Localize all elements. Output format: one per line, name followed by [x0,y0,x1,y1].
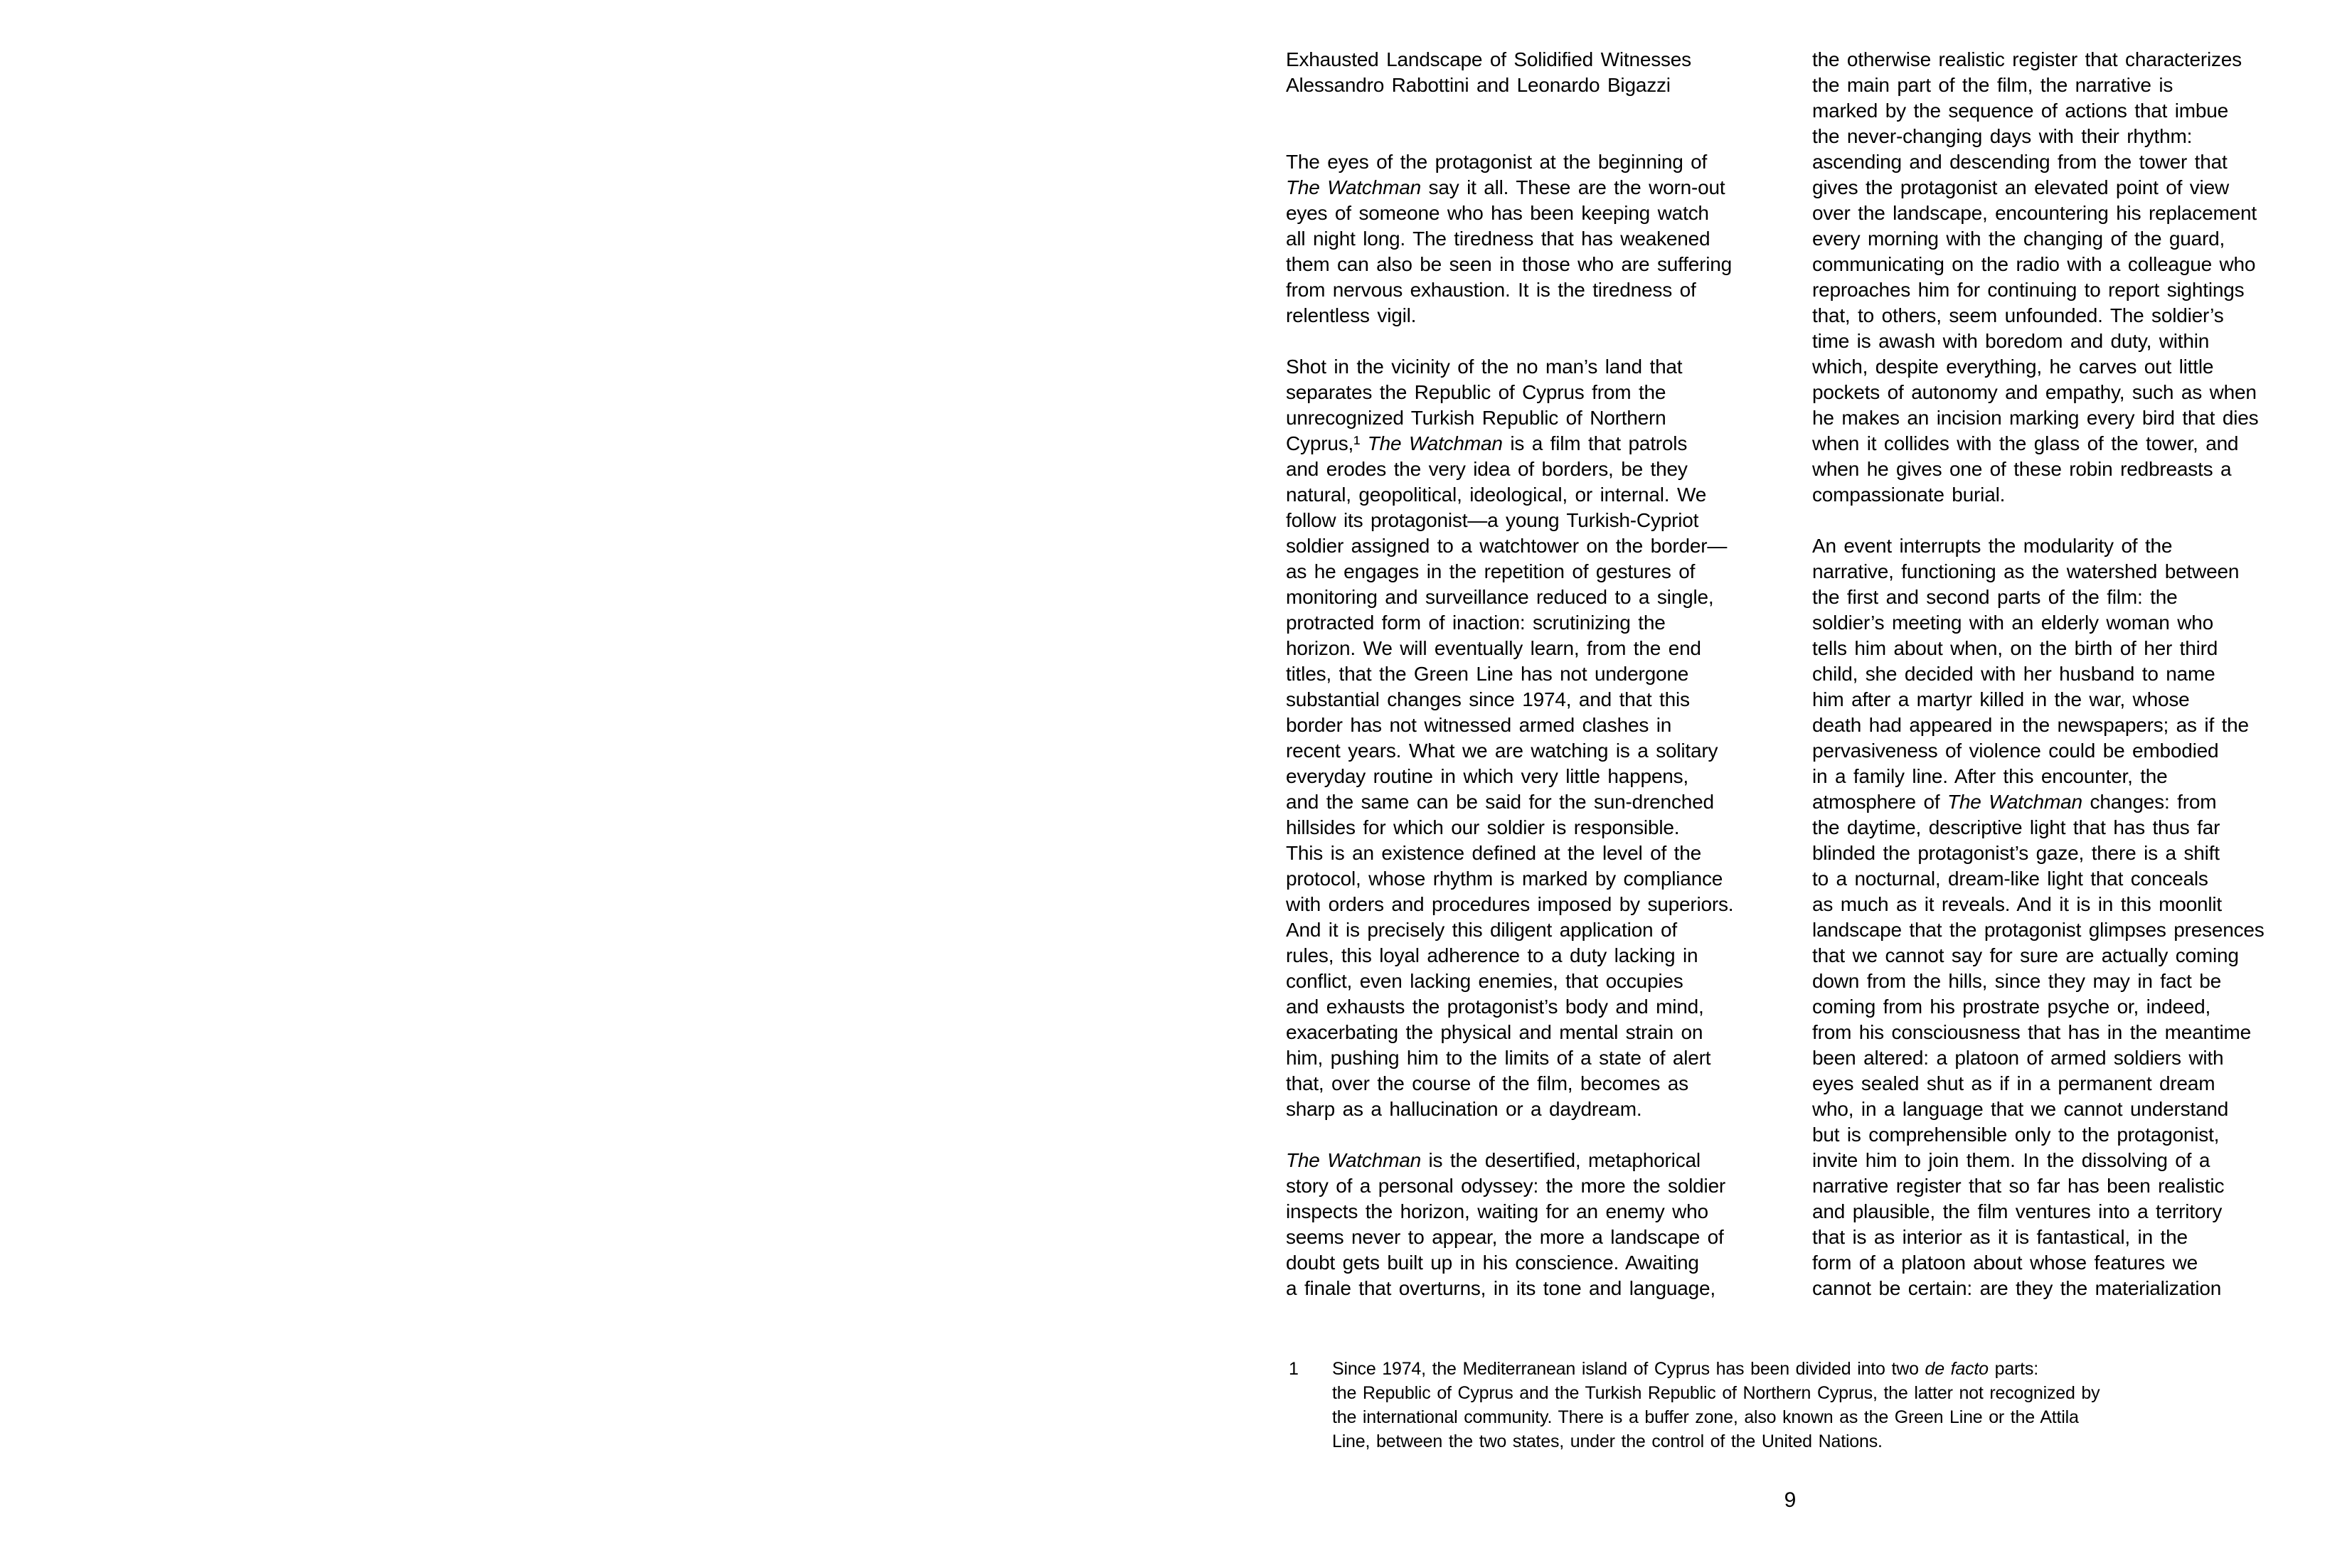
article-authors: Alessandro Rabottini and Leonardo Bigazzi [1286,74,1671,96]
paragraph: The Watchman is the desertified, metaphorical story of a personal odyssey: the more the soldier inspects the horizon, waiting for an enemy who seems never to appear, the more a landscape of doubt gets built up in his conscience. Awaiting a finale that overturns, in its tone and language, [1286,1149,1726,1299]
article-header [1286,47,1784,98]
text-column-right [1812,47,2317,1301]
paragraph: Shot in the vicinity of the no man’s land that separates the Republic of Cyprus from the unrecognized Turkish Republic of Northern Cyprus,¹ The Watchman is a film that patrols and erodes the very idea of borders, be they natural, geopolitical, ideological, or internal. We follow its protagonist—a young Turkish-Cypriot soldier assigned to a watchtower on the border— as he engages in the repetition of gestures of monitoring and surveillance reduced to a single, protracted form of inaction: scrutinizing the horizon. We will eventually learn, from the end titles, that the Green Line has not undergone substantial changes since 1974, and that this border has not witnessed armed clashes in recent years. What we are watching is a solitary everyday routine in which very little happens, and the same can be said for the sun-drenched hillsides for which our soldier is responsible. This is an existence defined at the level of the protocol, whose rhythm is marked by compliance with orders and procedures imposed by superiors. And it is precisely this diligent application of rules, this loyal adherence to a duty lacking in conflict, even lacking enemies, that occupies and exhausts the protagonist’s body and mind, exacerbating the physical and mental strain on him, pushing him to the limits of a state of alert that, over the course of the film, becomes as sharp as a hallucination or a daydream. [1286,356,1734,1120]
text-column-left [1286,47,1784,1301]
footnote-marker: 1 [1289,1359,1299,1379]
page-number: 9 [1784,1488,1797,1512]
article-title: Exhausted Landscape of Solidified Witnesses [1286,48,1691,70]
column-left-paragraphs [1286,149,1784,1301]
footnote [1289,1357,2306,1454]
paragraph: An event interrupts the modularity of the narrative, functioning as the watershed between the first and second parts of the film: the soldier’s meeting with an elderly woman who tells him about when, on the birth of her third child, she decided with her husband to name him after a martyr killed in the war, whose death had appeared in the newspapers; as if the pervasiveness of violence could be embodied in a family line. After this encounter, the atmosphere of The Watchman changes: from the daytime, descriptive light that has thus far blinded the protagonist’s gaze, there is a shift to a nocturnal, dream-like light that conceals as much as it reveals. And it is in this moonlit landscape that the protagonist glimpses presences that we cannot say for sure are actually coming down from the hills, since they may in fact be coming from his prostrate psyche or, indeed, from his consciousness that has in the meantime been altered: a platoon of armed soldiers with eyes sealed shut as if in a permanent dream who, in a language that we cannot understand but is comprehensible only to the protagonist, invite him to join them. In the dissolving of a narrative register that so far has been realistic and plausible, the film ventures into a territory that is as interior as it is fantastical, in the form of a platoon about whose features we cannot be certain: are they the materialization [1812,535,2265,1299]
paragraph: the otherwise realistic register that characterizes the main part of the film, the narrative is marked by the sequence of actions that imbue the never-changing days with their rhythm: ascending and descending from the tower that gives the protagonist an elevated point of view over the landscape, encountering his replacement every morning with the changing of the guard, communicating on the radio with a colleague who reproaches him for continuing to report sightings that, to others, seem unfounded. The soldier’s time is awash with boredom and duty, within which, despite everything, he carves out little pockets of autonomy and empathy, such as when he makes an incision marking every bird that dies when it collides with the glass of the tower, and when he gives one of these robin redbreasts a compassionate burial. [1812,48,2259,506]
footnote-text: Since 1974, the Mediterranean island of Cyprus has been divided into two de facto parts: the Republic of Cyprus and the Turkish Republic of Northern Cyprus, the latter not recognized by the international community. There is a buffer zone, also known as the Green Line or the Attila Line, between the two states, under the control of the United Nations. [1332,1359,2100,1451]
column-right-paragraphs [1812,47,2317,1301]
paragraph: The eyes of the protagonist at the beginning of The Watchman say it all. These are the worn-out eyes of someone who has been keeping watch all night long. The tiredness that has weakened them can also be seen in those who are suffering from nervous exhaustion. It is the tiredness of relentless vigil. [1286,151,1733,326]
